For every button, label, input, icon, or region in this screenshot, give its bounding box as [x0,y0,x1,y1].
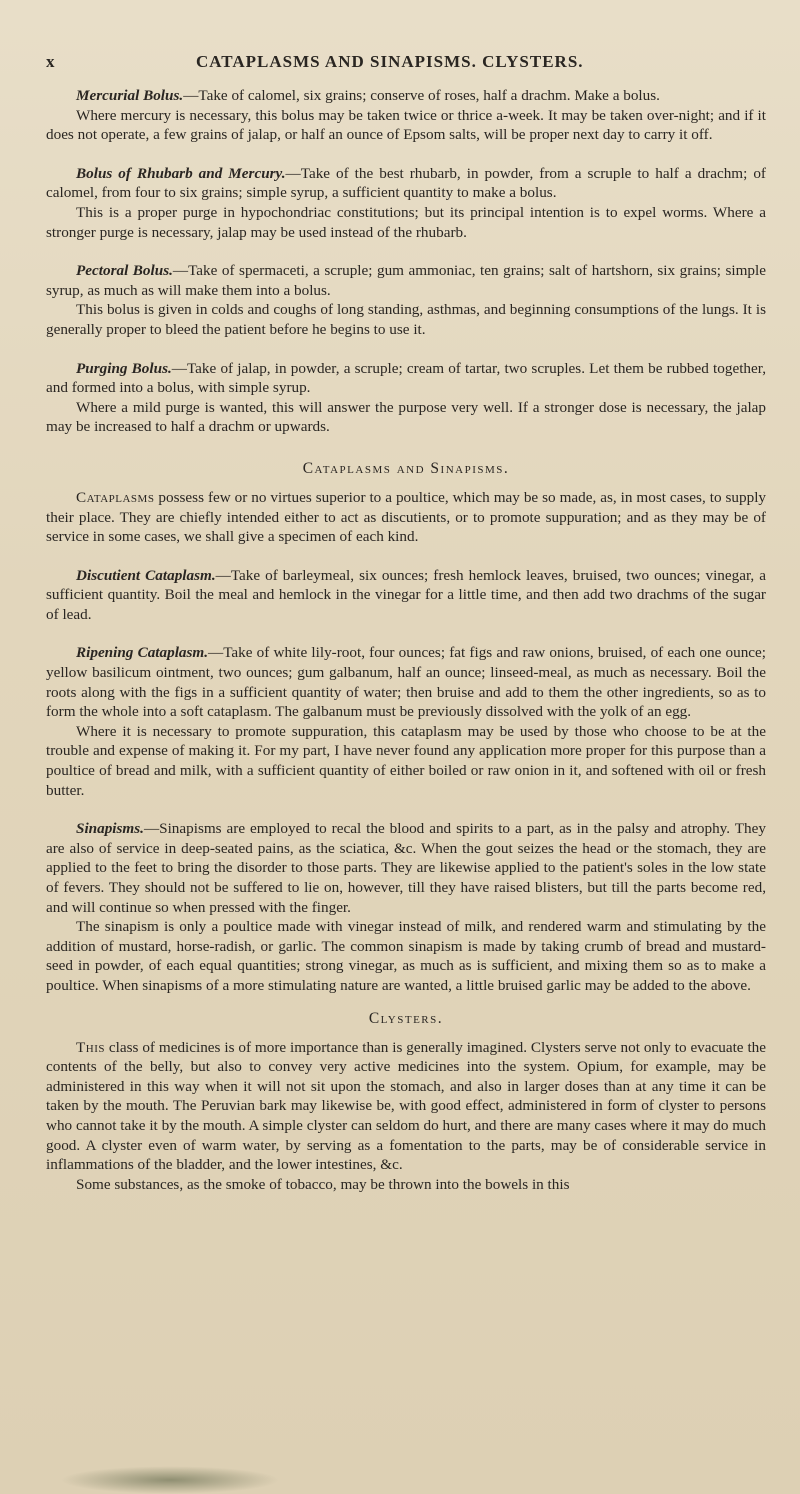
paragraph [46,106,766,145]
paragraph-text: Where it is necessary to promote suppuration, this cataplasm may be used by those who choose to be at the trouble and expense of making it. For my part, I have never found any application more proper for this purpose than a poultice of bread and milk, with a sufficient quantity of either boiled or raw onion in it, and softened with oil or fresh butter. [46,722,766,799]
running-head [46,52,766,72]
recipe-title: Ripening Cataplasm. [76,644,209,662]
paragraph-text: —Take of white lily-root, four ounces; fat figs and raw onions, bruised, of each one ounce; yellow basilicum ointment, two ounces; gum galbanum, half an ounce; linseed-meal, as much as necessary. Boil the roots along with the figs in a sufficient quantity of water; then bruise and add to them the other ingredients, so as to form the whole into a soft cataplasm. The galbanum must be previously dissolved with the yolk of an egg. [46,644,766,721]
paragraph [46,1175,766,1195]
section-heading: Clysters. [368,1009,444,1027]
paragraph [46,359,766,398]
paragraph [46,203,766,242]
paragraph-text: —Take of jalap, in powder, a scruple; cream of tartar, two scruples. Let them be rubbed together, and formed into a bolus, with simple syrup. [46,359,766,397]
paragraph-text: Some substances, as the smoke of tobacco, may be thrown into the bowels in this [76,1175,570,1193]
lead-word: This [76,1038,106,1056]
paragraph [46,643,766,721]
recipe-title: Bolus of Rhubarb and Mercury. [76,164,286,182]
paragraph-text: —Take of barleymeal, six ounces; fresh hemlock leaves, bruised, two ounces; vinegar, a sufficient quantity. Boil the meal and hemlock in the vinegar for a little time, and then add two drachms of the sugar of lead. [46,566,766,623]
paragraph [46,722,766,800]
paragraph [46,164,766,203]
paragraph [46,1038,766,1175]
paragraph [46,86,766,106]
running-title: CATAPLASMS AND SINAPISMS. CLYSTERS. [196,52,584,71]
paragraph [46,488,766,547]
lead-word: Cataplasms [76,488,155,506]
paragraph-text: —Take of the best rhubarb, in powder, from a scruple to half a drachm; of calomel, from four to six grains; simple syrup, a sufficient quantity to make a bolus. [46,164,766,202]
paragraph-text: —Take of spermaceti, a scruple; gum ammoniac, ten grains; salt of hartshorn, six grains; simple syrup, as much as will make them into a bolus. [46,262,766,299]
paragraph [46,917,766,995]
page-folio: x [46,52,56,71]
paragraph-text: The sinapism is only a poultice made with vinegar instead of milk, and rendered warm and stimulating by the addition of mustard, horse-radish, or garlic. The common sinapism is made by taking crumb of bread and mustard-seed in powder, of each equal quantities; strong vinegar, as much as is sufficient, and mixing them so as to make a poultice. When sinapisms of a more stimulating nature are wanted, a little bruised garlic may be added to the above. [46,918,766,994]
paragraph-text: —Take of calomel, six grains; conserve of roses, half a drachm. Make a bolus. [183,87,660,104]
paragraph-text: class of medicines is of more importance than is generally imagined. Clysters serve not only to evacuate the contents of the belly, but also to convey very active medicines into the system. Opium, for example, may be administered in this way when it will not sit upon the stomach, and also in larger doses than at any time it can be taken by the mouth. The Peruvian bark may likewise be, with good effect, administered in form of clyster to persons who cannot take it by the mouth. A simple clyster can seldom do hurt, and there are many cases where it may do much good. A clyster even of warm water, by serving as a fomentation to the parts, may be of considerable service in inflammations of the bladder, and the lower intestines, &c. [46,1038,767,1174]
paragraph [46,300,766,339]
recipe-title: Pectoral Bolus. [76,262,173,280]
paragraph [46,261,766,300]
page-stain [60,1466,280,1494]
section-heading: Cataplasms and Sinapisms. [302,459,510,477]
paragraph-text: —Sinapisms are employed to recal the blood and spirits to a part, as in the palsy and atrophy. They are also of service in deep-seated pains, as the sciatica, &c. When the gout seizes the head or the stomach, they are applied to the feet to bring the disorder to those parts. They are likewise applied to the patient's soles in the low state of fevers. They should not be suffered to lie on, however, till they have raised blisters, but till the parts become red, and will continue so when pressed with the finger. [46,820,766,916]
paragraph-text: Where mercury is necessary, this bolus may be taken twice or thrice a-week. It may be taken over-night; and if it does not operate, a few grains of jalap, or half an ounce of Epsom salts, will be proper next day to carry it off. [46,106,766,144]
paragraph-text: possess few or no virtues superior to a poultice, which may be so made, as, in most cases, to supply their place. They are chiefly intended either to act as discutients, or to promote suppuration; and as they may be of service in some cases, we shall give a specimen of each kind. [46,488,767,546]
recipe-title: Discutient Cataplasm. [76,566,216,584]
recipe-title: Purging Bolus. [76,359,172,377]
paragraph [46,566,766,625]
recipe-title: Sinapisms. [76,820,144,838]
paragraph [46,819,766,917]
recipe-title: Mercurial Bolus. [76,87,184,104]
paragraph-text: Where a mild purge is wanted, this will answer the purpose very well. If a stronger dose is necessary, the jalap may be increased to half a drachm or upwards. [46,398,766,436]
paragraph-text: This bolus is given in colds and coughs of long standing, asthmas, and beginning consumptions of the lungs. It is generally proper to bleed the patient before he begins to use it. [46,301,766,338]
paragraph [46,398,766,437]
paragraph-text: This is a proper purge in hypochondriac constitutions; but its principal intention is to expel worms. Where a stronger purge is necessary, jalap may be used instead of the rhubarb. [46,203,766,241]
